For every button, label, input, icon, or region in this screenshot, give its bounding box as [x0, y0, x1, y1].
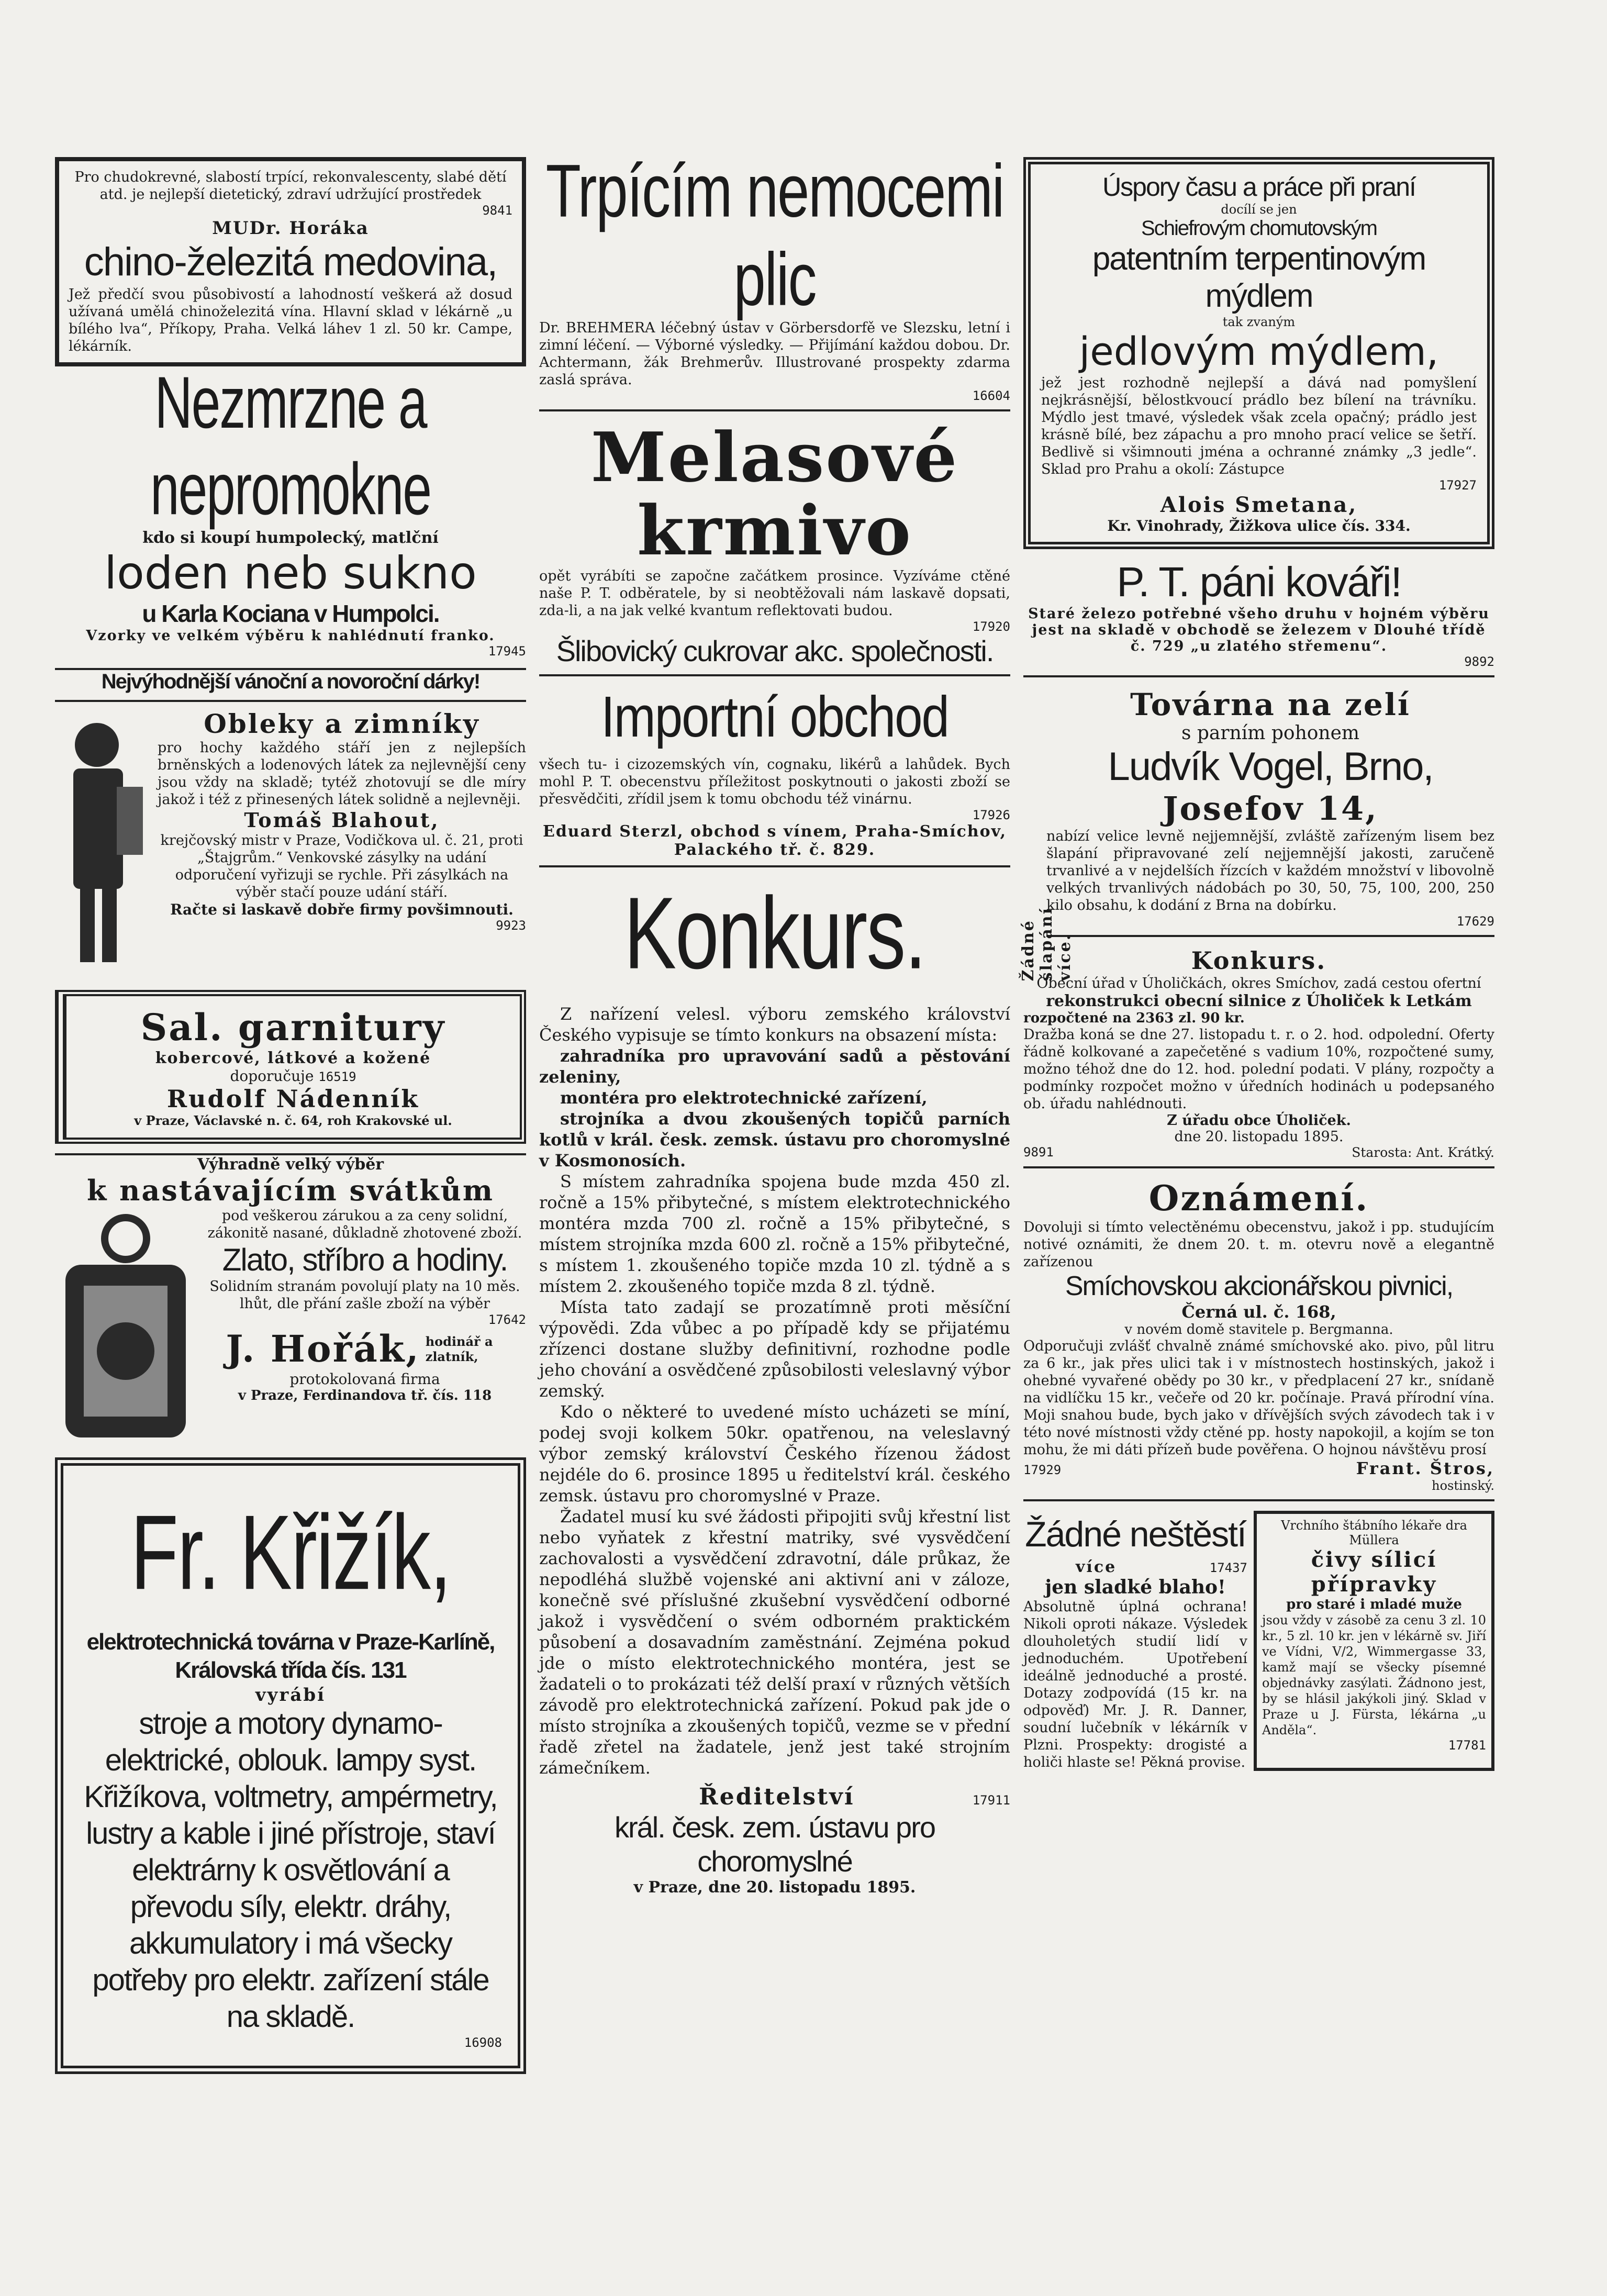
zeli-title: Továrna na zelí [1130, 687, 1411, 722]
watch-trade: hodinář a zlatník, [425, 1333, 493, 1364]
watch-name: J. Hořák, [226, 1327, 420, 1370]
ad-medovina [55, 157, 526, 366]
soap-top: Úspory času a práce při praní [1102, 172, 1415, 202]
ad-importni-obchod [539, 686, 1010, 867]
column-middle [539, 149, 1010, 1906]
nestesti-body: Absolutně úplná ochrana! Nikoli oproti nákaze. Výsledek dlouholetých studií lidí v jednoduchém. Upotřebení ideálně jednoduché a prosté. Dotazy zodpovídá (15 kr. na odpověď) Mr. J. R. Danner, soudní lučebník v lékárník v Plzni. Prospekty: drogisté a holiči hlaste se! Pěkná provise. [1023, 1599, 1247, 1770]
ad-konkurs-zemsky [539, 875, 1010, 1897]
kovari-body: Staré železo potřebné všeho druhu v hojném výběru jest na skladě v obchodě se železem v Dlouhé třídě č. 729 „u zlatého střemenu“. [1028, 606, 1490, 654]
zeli-subtitle: s parním pohonem [1181, 722, 1360, 744]
boy-illustration-icon [55, 708, 149, 980]
cevy-body: jsou vždy v zásobě za cenu 3 zl. 10 kr., 5 zl. 10 kr. jen v lékárně sv. Jiří ve Vídni, V/2, Wimmergasse 33, kamž mají se všecky písemné objednávky zasýlati. Žádnono jest, by se hlásil jakýkoli jiný. Sklad v Praze u J. Fürsta, lékárna „u Anděla“. [1262, 1613, 1486, 1737]
melasove-body: opět vyrábíti se započne začátkem prosince. Vyzíváme ctěné naše P. T. odběratele, by si neobtěžovali nám laskavě dopsati, zda-li, a na jak velké kvantum reflektovati budou. [539, 568, 1010, 619]
konkurs-institution: král. česk. zem. ústavu pro choromyslné [614, 1811, 935, 1878]
ad-konkurs-uholicky [1023, 946, 1494, 1168]
konkurs-para-5: S místem zahradníka spojena bude mzda 450 zl. ročně a 15% přibytečné, s místem elektrotechnického montéra mzda 700 zl. ročně a 15% přibytečné, s místem strojníka mzda 600 zl. ročně a 15% přibytečné, s místem 1. zkoušeného topiče mzda 10 zl. týdně a s místem 2. zkoušeného topiče mzda 8 zl. týdně. [539, 1172, 1010, 1296]
xmas-number: 9923 [496, 918, 526, 933]
oznameni-body: Odporučuji zvlášť chvalně známé smíchovské ako. pivo, půl litru za 6 kr., jak přes ulici tak i v místnostech hostinských, jakož i ohebné vyvařené obědy po 30 kr., v předplacení 27 kr., snídaně na vidlíčku 15 kr., večeře od 20 kr. počínaje. Pravá přírodní vína. Moji snahou bude, bych jako v dřívějších svých závodech tak i v této nové místnosti vždy ctěné pp. hosty napokojil, a kojím se ton mohu, že mi dáti přízeň bude pověřena. O hojnou návštěvu prosí [1023, 1338, 1494, 1458]
soap-big: jedlovým mýdlem, [1079, 329, 1439, 374]
konkurs2-date: dne 20. listopadu 1895. [1174, 1129, 1344, 1145]
sal-number: 16519 [318, 1069, 356, 1084]
kovari-title: P. T. páni kováři! [1117, 559, 1401, 605]
plic-title: Trpícím nemocemi plic [545, 149, 1004, 321]
krizik-number: 16908 [464, 2035, 502, 2050]
column-left [55, 157, 526, 2083]
ad-brehmer [539, 149, 1010, 411]
konkurs2-budget: rozpočtené na 2363 zl. 90 kr. [1023, 1010, 1245, 1026]
medovina-title: chino-železitá medovina, [84, 240, 497, 284]
sal-subtitle: kobercové, látkové a kožené [155, 1049, 431, 1067]
nestesti-more: více [1076, 1558, 1117, 1576]
konkurs2-work: rekonstrukci obecní silnice z Úholiček k Letkám [1046, 992, 1472, 1010]
import-title: Importní obchod [601, 684, 948, 749]
krizik-firm: elektrotechnická továrna v Praze-Karlíně, Královská třída čís. 131 [86, 1629, 495, 1683]
ad-oznameni-pivnice [1023, 1178, 1494, 1501]
zeli-body: nabízí velice levně nejjemnější, zvláště zařízeným lisem bez šlapání připravované zelí nejjemnější jakosti, zaručeně trvanlivé a v nejdelších řízcích v každém množství v libovolně velkých trvanlivých nádobách po 30, 50, 75, 100, 200, 250 kilo obsahu, k dodání z Brna na dobírku. [1046, 828, 1494, 913]
oznameni-signature-2: hostinský. [1432, 1478, 1494, 1493]
watch-top: Výhradně velký výběr [197, 1155, 384, 1174]
oznameni-address: Černá ul. č. 168, [1181, 1302, 1336, 1322]
xmas-name: Tomáš Blahout, [244, 808, 440, 832]
ad-kovari [1023, 559, 1494, 677]
xmas-body: pro hochy každého stáří jen z nejlepších brněnských a lodenových látek za nejlevnější ceny jsou vždy na skladě; tytéž zhotovují se dle míry jakož i též z přinesených látek solidně a nejlevněji. [158, 740, 526, 808]
cevy-top: Vrchního štábního lékaře dra Müllera [1281, 1518, 1467, 1547]
side-text: Žádné šlapání více. [1019, 906, 1074, 982]
ad-melasove-krmivo [539, 417, 1010, 676]
plic-body: Dr. BREHMERA léčebný ústav v Görbersdorfě ve Slezsku, letní i zimní léčení. — Výborné výsledky. — Přijímání každou dobou. Dr. Achtermann, žák Brehmerův. Illustrované prospekty zdarma zaslá správa. [539, 320, 1010, 388]
konkurs-para-1: Z nařízení velesl. výboru zemského království Českého vypisuje se tímto konkurs na obsazení místa: [539, 1004, 1010, 1045]
watch-body: pod veškerou zárukou a za ceny solidní, zákonitě nasané, důkladně zhotovené zboží. [207, 1208, 522, 1241]
xmas-address: krejčovský mistr v Praze, Vodičkova ul. č. 21, proti „Štajgrům.“ Venkovské zásylky na udání odporučení vyřizuji se rychle. Při zásylkách na výběr stačí pouze udání stáří. [160, 832, 523, 900]
xmas-heading: Nejvýhodnější vánoční a novoroční dárky! [101, 670, 480, 693]
ad-krizik [55, 1457, 526, 2074]
nestesti-number: 17437 [1209, 1561, 1247, 1575]
soap-tak: tak zvaným [1222, 315, 1296, 329]
import-body: všech tu- i cizozemských vín, cognaku, likérů a lahůdek. Bych mohl P. T. obecenstvu příležitost poskytnouti o jakosti zboží se přesvědčiti, zřídil jsem k tomu obchodu též vinárnu. [539, 756, 1010, 807]
oznameni-number: 17929 [1023, 1463, 1062, 1477]
cevy-number: 17781 [1448, 1738, 1486, 1753]
cevy-subtitle: pro staré i mladé muže [1286, 1597, 1462, 1612]
watch-address: v Praze, Ferdinandova tř. čís. 118 [238, 1388, 492, 1403]
konkurs2-signature: Z úřadu obce Úholiček. [1167, 1112, 1351, 1129]
konkurs-para-7: Kdo o některé to uvedené místo ucházeti se míní, podej svoji kolkem 50kr. opatřenou, na veleslavný výbor zemský království Českého řízenou žádost nejdéle do 6. prosince 1895 u ředitelství král. českého zemsk. ústavu pro choromyslné v Praze. [539, 1402, 1010, 1506]
sal-name: Rudolf Nádenník [166, 1085, 420, 1113]
loden-subheading: kdo si koupí humpolecký, matlční [142, 529, 439, 547]
soap-body: jež jest rozhodně nejlepší a dává nad pomyšlení nejkrásnější, bělostkvoucí prádlo bez bílení na trávníku. Mýdlo jest tmavé, výsledek však zcela opačný; prádlo jest krásně bílé, bez zápachu a pro mnoho prací velice se šetří. Bedlivě si všimnouti jména a ochranné známky „3 jedle“. Sklad pro Prahu a okolí: Zástupce [1041, 375, 1477, 477]
konkurs2-mayor: Starosta: Ant. Krátký. [1352, 1145, 1494, 1160]
konkurs-signature: Ředitelství [699, 1784, 855, 1810]
soap-address: Kr. Vinohrady, Žižkova ulice čís. 334. [1107, 517, 1411, 534]
loden-big-text: loden neb sukno [104, 547, 477, 599]
krizik-makes: vyrábí [255, 1685, 326, 1706]
kovari-number: 9892 [1464, 654, 1494, 669]
soap-title: patentním terpentinovým mýdlem [1092, 241, 1426, 314]
sal-recommends: doporučuje [230, 1067, 314, 1085]
soap-name: Alois Smetana, [1160, 493, 1358, 517]
loden-heading: Nezmrzne a nepromokne [150, 362, 431, 530]
melasove-title-2: krmivo [637, 491, 912, 571]
konkurs-number: 17911 [972, 1793, 1010, 1808]
zeli-number: 17629 [1456, 914, 1494, 929]
konkurs-para-4: strojníka a dvou zkoušených topičů parních kotlů v král. česk. zemsk. ústavu pro choromyslné v Kosmonosích. [539, 1109, 1010, 1171]
import-name: Eduard Sterzl, obchod s vínem, Praha-Smíchov, Palackého tř. č. 829. [542, 822, 1007, 859]
sal-title: Sal. garnitury [140, 1006, 446, 1049]
ad-jedlove-mydlo [1023, 157, 1494, 549]
soap-maker: Schiefrovým chomutovským [1141, 217, 1377, 240]
loden-maker: u Karla Kociana v Humpolci. [142, 600, 439, 627]
krizik-body: stroje a motory dynamo-elektrické, oblouk. lampy syst. Křižíkova, voltmetry, ampérmetry, lustry a kable i jiné přístroje, staví elektrárny k osvětlování a převodu síly, elektr. dráhy, akkumulatory i má všecky potřeby pro elektr. zařízení stále na skladě. [84, 1707, 497, 2034]
konkurs-date: v Praze, dne 20. listopadu 1895. [633, 1878, 916, 1897]
nestesti-subtitle: jen sladké blaho! [1045, 1576, 1226, 1598]
ad-watches [55, 1153, 526, 1448]
nestesti-title: Žádné neštěstí [1025, 1514, 1246, 1554]
oznameni-signature: Frant. Štros, [1356, 1458, 1494, 1478]
konkurs-title: Konkurs. [624, 875, 925, 990]
oznameni-title: Oznámení. [1148, 1178, 1369, 1219]
watch-heading: k nastávajícím svátkům [86, 1174, 495, 1207]
oznameni-intro: Dovoluji si tímto velectěnému obecenstvu, jakož i pp. studujícím notivé oznámiti, že dnem 20. t. m. otevru nově a elegantně zařízenou [1023, 1219, 1494, 1270]
konkurs2-number: 9891 [1023, 1145, 1054, 1160]
medovina-intro: Pro chudokrevné, slabostí trpící, rekonvalescenty, slabé dětí atd. je nejlepší dietetický, zdraví udržující prostředek [74, 169, 507, 203]
medovina-doctor: MUDr. Horáka [212, 218, 369, 239]
xmas-note: Račte si laskavě dobře firmy povšimnouti. [170, 901, 514, 918]
plic-number: 16604 [972, 388, 1010, 403]
konkurs-para-2: zahradníka pro upravování sadů a pěstování zeleniny, [539, 1046, 1010, 1087]
column-right [1019, 157, 1494, 1780]
oznameni-name: Smíchovskou akcionářskou pivnici, [1065, 1271, 1453, 1301]
zeli-street: Josefov 14, [1163, 789, 1378, 828]
konkurs2-office: Obecní úřad v Úholičkách, okres Smíchov, zadá cestou ofertní [1036, 975, 1481, 991]
watch-note: Solidním stranám povolují platy na 10 měs. lhůt, dle přání zašle zboží na výběr [209, 1278, 520, 1312]
watch-title: Zlato, stříbro a hodiny. [222, 1242, 508, 1277]
konkurs2-body: Dražba koná se dne 27. listopadu t. r. o 2. hod. odpolední. Oferty řádně kolkované a zapečetěné s vadium 10%, rozpočtené sumy, možno téhož dne do 12. hod. polední podati. V plány, rozpočty a podmínky rozpočet možno v úředních hodinách u podepsaného ob. úřadu nahlédnouti. [1023, 1027, 1494, 1112]
cevy-title: čivy sílicí přípravky [1311, 1547, 1437, 1597]
soap-number: 17927 [1438, 478, 1477, 493]
konkurs-para-6: Místa tato zadají se prozatímně proti měsíční výpovědi. Zda vůbec a po případě kdy se přijatému zřízenci dostane služby definitivní, rozhodne podle jeho chování a osvědčené způsobilosti veleslavný výbor zemský. [539, 1297, 1010, 1401]
konkurs-para-8: Žadatel musí ku své žádosti připojiti svůj křestní list nebo vyňatek z křestní matriky, své vysvědčení zachovalosti a vysvědčení zdravotní, dále průkaz, že nepodléhá službě vojenské ani aktivní ani v záloze, konečně své příslušné zkušební vysvědčení odborné jakož i vysvědčení o svém odborném praktickém působení a dosavadním zaměstnání. Zejména pokud jde o místo elektrotechnického montéra, jest se žadateli o to prokázati též delší praxí v různých větších závodě pro elektrotechnická zařízení. Pokud pak jde o místo strojníka a zkoušených topičů, vezme se v přední řadě zřetel na žadatele, jenž jest také strojním zámečníkem. [539, 1507, 1010, 1778]
zeli-name: Ludvík Vogel, Brno, [1108, 744, 1433, 789]
melasove-title-1: Melasové [590, 417, 959, 497]
ad-cevy-silici [1254, 1511, 1494, 1771]
konkurs-para-3: montéra pro elektrotechnické zařízení, [560, 1088, 928, 1108]
soap-docil: docílí se jen [1221, 202, 1297, 217]
ad-salon-garnitury [55, 990, 526, 1144]
loden-note: Vzorky ve velkém výběru k nahlédnutí franko. [86, 628, 495, 644]
krizik-name: Fr. Křižík, [130, 1492, 451, 1612]
ad-loden [55, 362, 526, 659]
ad-zadne-nestesti [1023, 1511, 1247, 1771]
medovina-number: 9841 [482, 203, 512, 218]
loden-number: 17945 [488, 644, 526, 659]
pocket-watch-icon [55, 1207, 196, 1448]
import-number: 17926 [972, 808, 1010, 822]
xmas-title: Obleky a zimníky [204, 708, 480, 739]
medovina-body: Jež předčí svou působivostí a lahodností veškerá až dosud užívaná umělá chinoželezitá vína. Hlavní sklad v lékárně „u bílého lva“, Příkopy, Praha. Velká láhev 1 zl. 50 kr. Campe, lékárník. [69, 286, 512, 354]
melasove-company: Šlibovický cukrovar akc. společnosti. [556, 634, 994, 667]
konkurs2-title: Konkurs. [1191, 946, 1327, 975]
sal-address: v Praze, Václavské n. č. 64, roh Krakovské ul. [134, 1113, 452, 1128]
watch-firm: protokolovaná firma [289, 1370, 440, 1388]
melasove-number: 17920 [972, 619, 1010, 634]
ad-xmas [55, 668, 526, 980]
oznameni-house: v novém domě stavitele p. Bergmanna. [1124, 1322, 1393, 1338]
watch-number: 17642 [488, 1312, 526, 1327]
